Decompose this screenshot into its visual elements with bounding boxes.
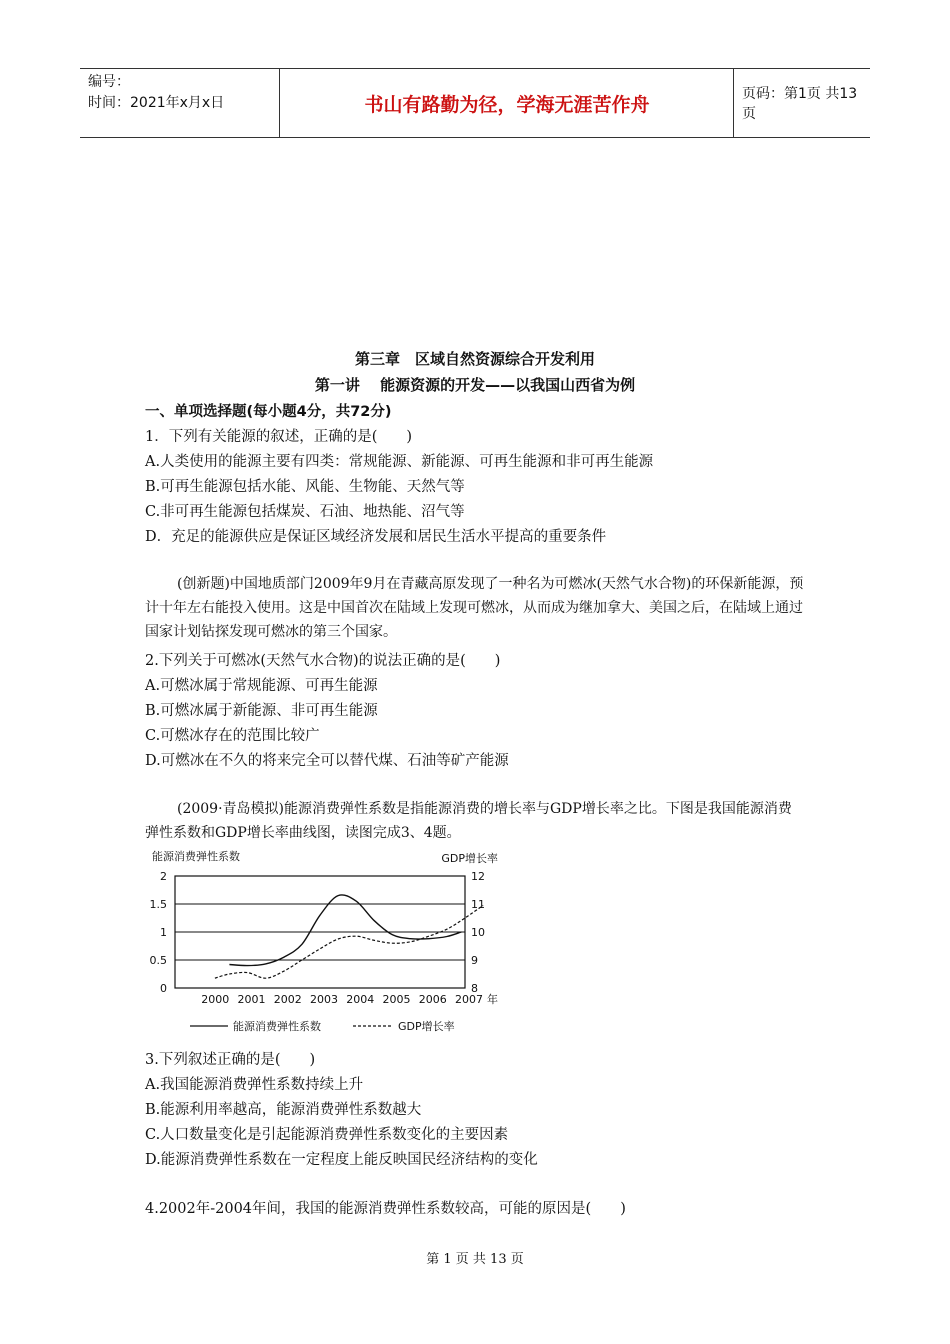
lecture-title: 第一讲 能源资源的开发——以我国山西省为例: [314, 376, 636, 394]
x-tick-label: 2005: [382, 993, 411, 1006]
q1-option-b: B.可再生能源包括水能、风能、生物能、天然气等: [145, 479, 465, 495]
legend-gdp-label: GDP增长率: [398, 1020, 455, 1033]
right-tick-label: 11: [471, 898, 485, 911]
q2-stem: 2.下列关于可燃冰(天然气水合物)的说法正确的是( ): [145, 653, 501, 669]
x-tick-label: 2000: [201, 993, 230, 1006]
number-label: 编号：: [88, 74, 130, 90]
x-tick-label: 2004: [346, 993, 375, 1006]
right-tick-label: 9: [471, 954, 478, 967]
x-tick-label: 2001: [237, 993, 266, 1006]
left-tick-label: 1: [160, 926, 167, 939]
q3-option-a: A.我国能源消费弹性系数持续上升: [145, 1077, 364, 1093]
q1-option-d: D．充足的能源供应是保证区域经济发展和居民生活水平提高的重要条件: [145, 529, 607, 545]
chapter-title: 第三章 区域自然资源综合开发利用: [354, 350, 595, 368]
section-heading: 一、单项选择题(每小题4分，共72分): [145, 404, 392, 420]
right-axis-label: GDP增长率: [441, 852, 498, 865]
x-tick-label: 2006: [418, 993, 447, 1006]
q1-option-a: A.人类使用的能源主要有四类：常规能源、新能源、可再生能源和非可再生能源: [145, 454, 654, 470]
x-tick-label: 2003: [310, 993, 338, 1006]
x-unit-label: 年: [487, 993, 498, 1006]
q2-option-d: D.可燃冰在不久的将来完全可以替代煤、石油等矿产能源: [145, 753, 509, 769]
gdp-growth-line: [215, 905, 483, 978]
q1-option-c: C.非可再生能源包括煤炭、石油、地热能、沼气等: [145, 504, 465, 520]
q2-option-c: C.可燃冰存在的范围比较广: [145, 728, 320, 744]
left-tick-label: 0.5: [149, 954, 167, 967]
legend-energy-label: 能源消费弹性系数: [233, 1020, 321, 1033]
x-tick-label: 2002: [273, 993, 302, 1006]
q3-option-c: C.人口数量变化是引起能源消费弹性系数变化的主要因素: [145, 1127, 509, 1143]
left-tick-label: 1.5: [149, 898, 167, 911]
left-axis-label: 能源消费弹性系数: [152, 850, 240, 863]
q1-stem: 1．下列有关能源的叙述，正确的是( ): [145, 429, 413, 445]
header-motto: 书山有路勤为径，学海无涯苦作舟: [281, 69, 734, 137]
page-footer: 第 1 页 共 13 页: [426, 1252, 524, 1267]
q3-option-d: D.能源消费弹性系数在一定程度上能反映国民经济结构的变化: [145, 1152, 538, 1168]
q3-stem: 3.下列叙述正确的是( ): [145, 1052, 316, 1068]
passage-1: (创新题)中国地质部门2009年9月在青藏高原发现了一种名为可燃冰(天然气水合物)的环保新能源，预计十年左右能投入使用。这是中国首次在陆域上发现可燃冰，从而成为继加拿大、美国之后，在陆域上通过国家计划钻探发现可燃冰的第三个国家。: [145, 576, 804, 640]
right-tick-label: 10: [471, 926, 485, 939]
q4-stem: 4.2002年-2004年间，我国的能源消费弹性系数较高，可能的原因是( ): [145, 1201, 626, 1217]
q3-option-b: B.能源利用率越高，能源消费弹性系数越大: [145, 1102, 422, 1118]
energy-gdp-chart: [140, 848, 510, 1038]
x-tick-label: 2007: [455, 993, 483, 1006]
header-page-info: 页码：第1页 共13页: [742, 86, 858, 122]
passage-2: (2009·青岛模拟)能源消费弹性系数是指能源消费的增长率与GDP增长率之比。下图是我国能源消费弹性系数和GDP增长率曲线图，读图完成3、4题。: [145, 801, 792, 841]
right-tick-label: 8: [471, 982, 478, 995]
left-tick-label: 2: [160, 870, 167, 883]
q2-option-b: B.可燃冰属于新能源、非可再生能源: [145, 703, 378, 719]
energy-elasticity-line: [229, 895, 461, 966]
right-tick-label: 12: [471, 870, 485, 883]
left-tick-label: 0: [160, 982, 167, 995]
time-label: 时间：2021年x月x日: [88, 95, 225, 111]
header-table: [80, 68, 870, 138]
q2-option-a: A.可燃冰属于常规能源、可再生能源: [145, 678, 378, 694]
header-meta: [80, 69, 280, 137]
